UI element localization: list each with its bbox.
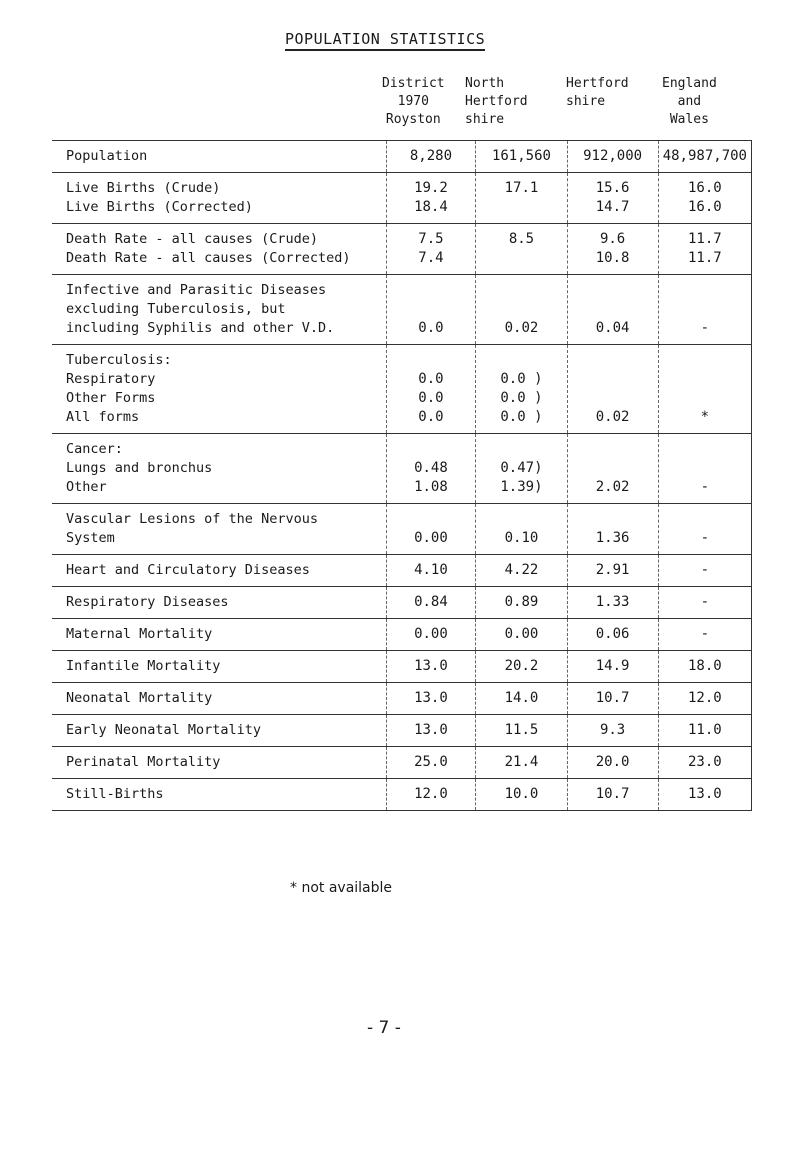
table-cell (386, 275, 476, 345)
cell-value (480, 440, 562, 459)
cell-value: 1.33 (595, 594, 630, 610)
row-label-line: Neonatal Mortality (66, 690, 213, 706)
row-label (52, 504, 386, 555)
table-cell (567, 173, 658, 224)
cell-value: 13.0 (414, 722, 448, 738)
row-label (52, 651, 386, 683)
row-label (52, 275, 386, 345)
table-row (52, 779, 752, 811)
table-cell (476, 779, 567, 811)
table-cell (386, 747, 476, 779)
cell-value: 13.0 (687, 786, 722, 802)
cell-value: 0.47) (500, 460, 543, 476)
row-label-line: excluding Tuberculosis, but (66, 301, 286, 317)
row-label (52, 619, 386, 651)
table-cell (567, 434, 658, 504)
cell-value: * (700, 409, 710, 425)
cell-value: - (700, 530, 710, 546)
cell-value (480, 249, 562, 268)
cell-value (480, 351, 562, 370)
cell-value: 0.0 ) (500, 409, 543, 425)
table-cell (658, 747, 751, 779)
cell-value: 0.0 (418, 371, 444, 387)
table-row (52, 434, 752, 504)
table-cell (386, 173, 476, 224)
cell-value: 11.0 (687, 722, 722, 738)
row-label-line: Cancer: (66, 441, 123, 457)
table-cell (476, 275, 567, 345)
row-label-line: Early Neonatal Mortality (66, 722, 262, 738)
cell-value: 11.7 (687, 250, 722, 266)
cell-value: 0.0 (418, 390, 444, 406)
table-row (52, 619, 752, 651)
table-cell (567, 224, 658, 275)
cell-value (391, 440, 472, 459)
page-title: POPULATION STATISTICS (285, 30, 485, 51)
table-cell (567, 619, 658, 651)
table-cell (658, 651, 751, 683)
cell-value: 0.89 (504, 594, 539, 610)
statistics-table (52, 140, 752, 811)
cell-value: 0.0 (418, 320, 444, 336)
cell-value: 13.0 (414, 690, 448, 706)
cell-value: 1.39) (500, 479, 543, 495)
cell-value: 20.0 (595, 754, 630, 770)
cell-value: 0.84 (414, 594, 448, 610)
cell-value: 0.0 ) (500, 390, 543, 406)
row-label (52, 173, 386, 224)
row-label-line: Vascular Lesions of the Nervous (66, 511, 318, 527)
cell-value: 16.0 (687, 199, 722, 215)
row-label-line: including Syphilis and other V.D. (66, 320, 335, 336)
cell-value: 18.4 (414, 199, 448, 215)
table-cell (476, 173, 567, 224)
table-cell (386, 141, 476, 173)
cell-value: 2.91 (595, 562, 630, 578)
row-label-line: System (66, 530, 115, 546)
table-cell (386, 651, 476, 683)
cell-value: 0.10 (504, 530, 539, 546)
cell-value: 13.0 (414, 658, 448, 674)
column-header-north-hertfordshire: North Hertford shire (465, 76, 528, 127)
table-cell (386, 683, 476, 715)
table-row (52, 715, 752, 747)
table-cell (658, 587, 751, 619)
table-cell (658, 173, 751, 224)
cell-value: 10.7 (595, 690, 630, 706)
table-cell (476, 345, 567, 434)
table-row (52, 173, 752, 224)
cell-value: 18.0 (687, 658, 722, 674)
cell-value: 17.1 (504, 180, 539, 196)
cell-value: 0.04 (595, 320, 630, 336)
table-row (52, 747, 752, 779)
cell-value: 912,000 (583, 148, 643, 164)
table-cell (658, 345, 751, 434)
table-cell (386, 504, 476, 555)
cell-value: - (700, 562, 710, 578)
cell-value: 8.5 (508, 231, 535, 247)
table-row (52, 224, 752, 275)
row-label-line: All forms (66, 409, 140, 425)
cell-value: 25.0 (414, 754, 448, 770)
row-label (52, 224, 386, 275)
cell-value (391, 351, 472, 370)
cell-value: 7.4 (418, 250, 444, 266)
row-label-line: Live Births (Crude) (66, 180, 221, 196)
cell-value: - (700, 594, 710, 610)
cell-value: 9.6 (599, 231, 626, 247)
table-cell (386, 619, 476, 651)
cell-value: 10.0 (504, 786, 539, 802)
table-cell (658, 715, 751, 747)
cell-value: 12.0 (687, 690, 722, 706)
table-row (52, 587, 752, 619)
table-row (52, 651, 752, 683)
cell-value: 161,560 (491, 148, 551, 164)
table-cell (658, 683, 751, 715)
row-label-line: Population (66, 148, 148, 164)
row-label (52, 141, 386, 173)
cell-value: 8,280 (409, 148, 453, 164)
row-label-line: Death Rate - all causes (Corrected) (66, 250, 351, 266)
table-row (52, 504, 752, 555)
row-label-line: Infective and Parasitic Diseases (66, 282, 327, 298)
row-label-line: Perinatal Mortality (66, 754, 221, 770)
table-cell (476, 651, 567, 683)
table-cell (476, 715, 567, 747)
row-label-line: Other Forms (66, 390, 156, 406)
table-cell (476, 434, 567, 504)
table-cell (567, 747, 658, 779)
cell-value: - (700, 479, 710, 495)
cell-value: 1.36 (595, 530, 630, 546)
table-cell (476, 619, 567, 651)
cell-value: 0.06 (595, 626, 630, 642)
cell-value: - (700, 626, 710, 642)
cell-value: 21.4 (504, 754, 539, 770)
table-cell (476, 224, 567, 275)
table-cell (567, 779, 658, 811)
cell-value: 0.00 (414, 530, 448, 546)
row-label (52, 587, 386, 619)
cell-value: 14.9 (595, 658, 630, 674)
row-label-line: Other (66, 479, 107, 495)
table-cell (658, 275, 751, 345)
row-label (52, 683, 386, 715)
cell-value: 2.02 (595, 479, 630, 495)
table-row (52, 555, 752, 587)
column-header-hertfordshire: Hertford shire (566, 76, 629, 109)
row-label (52, 715, 386, 747)
table-cell (386, 555, 476, 587)
table-cell (658, 141, 751, 173)
table-cell (567, 141, 658, 173)
table-cell (476, 747, 567, 779)
cell-value: 12.0 (414, 786, 448, 802)
row-label-line: Respiratory (66, 371, 156, 387)
table-row (52, 275, 752, 345)
table-cell (567, 504, 658, 555)
table-cell (386, 224, 476, 275)
cell-value: 10.8 (595, 250, 630, 266)
cell-value: 0.0 ) (500, 371, 543, 387)
table-cell (567, 345, 658, 434)
row-label-line: Death Rate - all causes (Crude) (66, 231, 318, 247)
table-cell (567, 651, 658, 683)
column-header-district: District 1970 Royston (382, 76, 445, 127)
cell-value: - (700, 320, 710, 336)
table-row (52, 141, 752, 173)
cell-value: 11.7 (687, 231, 722, 247)
table-cell (567, 587, 658, 619)
table-cell (476, 683, 567, 715)
row-label (52, 434, 386, 504)
table-cell (658, 779, 751, 811)
table-cell (476, 504, 567, 555)
table-cell (386, 434, 476, 504)
row-label-line: Maternal Mortality (66, 626, 213, 642)
cell-value: 11.5 (504, 722, 539, 738)
table-cell (658, 555, 751, 587)
row-label (52, 345, 386, 434)
page-number: - 7 - (367, 1018, 401, 1038)
cell-value: 7.5 (418, 231, 444, 247)
table-cell (476, 555, 567, 587)
table-cell (567, 555, 658, 587)
cell-value: 0.48 (414, 460, 448, 476)
statistics-table-body (52, 141, 752, 811)
cell-value: 9.3 (599, 722, 626, 738)
cell-value: 48,987,700 (662, 148, 747, 164)
row-label-line: Still-Births (66, 786, 164, 802)
footnote: * not available (290, 880, 393, 896)
row-label (52, 747, 386, 779)
column-header-england-wales: England and Wales (662, 76, 717, 127)
row-label (52, 555, 386, 587)
row-label-line: Lungs and bronchus (66, 460, 213, 476)
cell-value: 14.0 (504, 690, 539, 706)
cell-value: 0.0 (418, 409, 444, 425)
cell-value: 0.02 (595, 409, 630, 425)
cell-value: 4.10 (414, 562, 448, 578)
table-cell (386, 345, 476, 434)
cell-value: 16.0 (687, 180, 722, 196)
row-label (52, 779, 386, 811)
row-label-line: Heart and Circulatory Diseases (66, 562, 310, 578)
cell-value: 1.08 (414, 479, 448, 495)
row-label-line: Infantile Mortality (66, 658, 221, 674)
table-row (52, 345, 752, 434)
cell-value: 19.2 (414, 180, 448, 196)
table-cell (658, 504, 751, 555)
table-cell (386, 587, 476, 619)
table-cell (567, 683, 658, 715)
table-cell (658, 434, 751, 504)
row-label-line: Tuberculosis: (66, 352, 172, 368)
row-label-line: Respiratory Diseases (66, 594, 229, 610)
table-cell (658, 224, 751, 275)
cell-value: 0.02 (504, 320, 539, 336)
table-cell (658, 619, 751, 651)
table-row (52, 683, 752, 715)
cell-value: 0.00 (504, 626, 539, 642)
cell-value: 15.6 (595, 180, 630, 196)
cell-value: 14.7 (595, 199, 630, 215)
table-cell (386, 779, 476, 811)
table-cell (567, 715, 658, 747)
table-cell (476, 587, 567, 619)
table-cell (386, 715, 476, 747)
cell-value (480, 198, 562, 217)
cell-value: 4.22 (504, 562, 539, 578)
table-cell (476, 141, 567, 173)
cell-value: 10.7 (595, 786, 630, 802)
cell-value: 0.00 (414, 626, 448, 642)
cell-value: 20.2 (504, 658, 539, 674)
row-label-line: Live Births (Corrected) (66, 199, 253, 215)
cell-value: 23.0 (687, 754, 722, 770)
table-cell (567, 275, 658, 345)
